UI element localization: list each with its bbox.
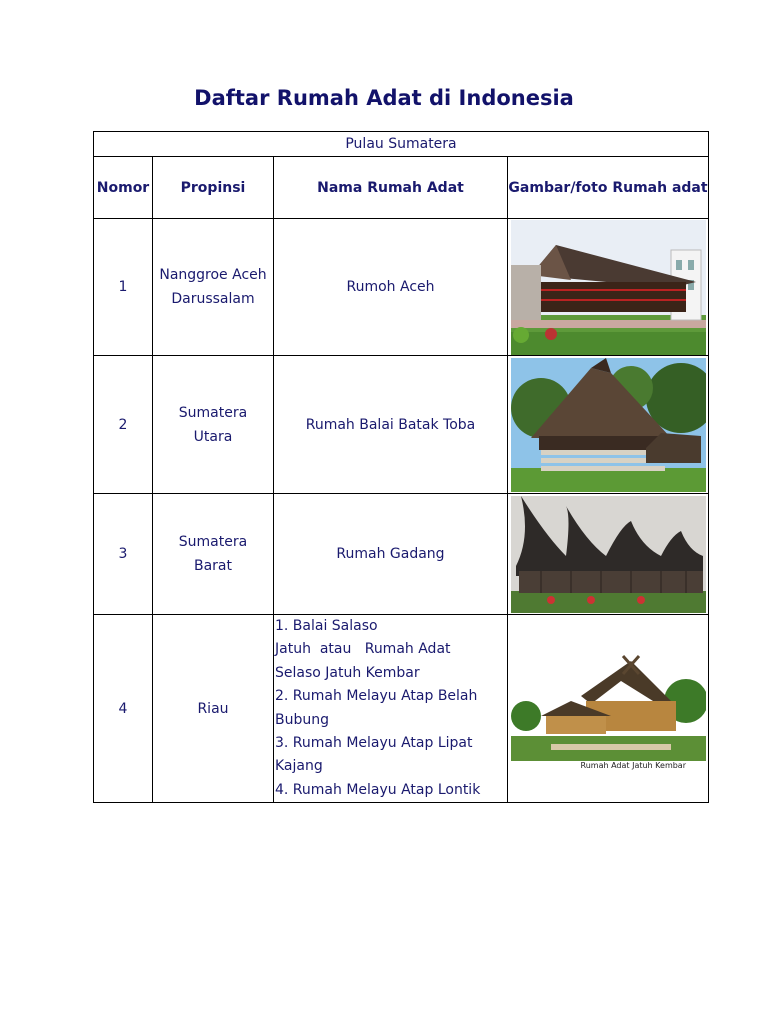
rumah-gadang-photo (511, 496, 706, 613)
row-province: Riau (153, 615, 274, 803)
photo-caption: Rumah Adat Jatuh Kembar (580, 761, 686, 771)
table-row (94, 219, 709, 356)
row-number: 4 (94, 615, 153, 803)
row-number: 3 (94, 494, 153, 615)
table-row (94, 494, 709, 615)
row-house-name: Rumoh Aceh (274, 219, 508, 356)
house-photo-cell (508, 356, 709, 494)
house-photo-cell (508, 615, 709, 803)
row-house-name: Rumah Gadang (274, 494, 508, 615)
rumah-adat-table (93, 131, 709, 803)
row-province: Sumatera Utara (153, 356, 274, 494)
batak-toba-photo (511, 358, 706, 492)
row-province: Sumatera Barat (153, 494, 274, 615)
row-number: 1 (94, 219, 153, 356)
house-photo-cell (508, 494, 709, 615)
row-province: Nanggroe Aceh Darussalam (153, 219, 274, 356)
table-row (94, 615, 709, 803)
header-propinsi: Propinsi (153, 157, 274, 219)
page-title: Daftar Rumah Adat di Indonesia (194, 86, 574, 110)
header-gambar: Gambar/foto Rumah adat (508, 157, 709, 219)
selaso-jatuh-kembar-photo (511, 646, 706, 761)
row-house-name-list: 1. Balai Salaso Jatuh atau Rumah Adat Selaso Jatuh Kembar 2. Rumah Melayu Atap Belah Bubung 3. Rumah Melayu Atap Lipat Kajang 4. Rumah Melayu Atap Lontik (274, 615, 508, 803)
table-row (94, 356, 709, 494)
header-nama: Nama Rumah Adat (274, 157, 508, 219)
header-nomor: Nomor (94, 157, 153, 219)
house-photo-cell (508, 219, 709, 356)
row-number: 2 (94, 356, 153, 494)
row-house-name: Rumah Balai Batak Toba (274, 356, 508, 494)
rumoh-aceh-photo (511, 220, 706, 355)
section-header: Pulau Sumatera (94, 132, 709, 157)
